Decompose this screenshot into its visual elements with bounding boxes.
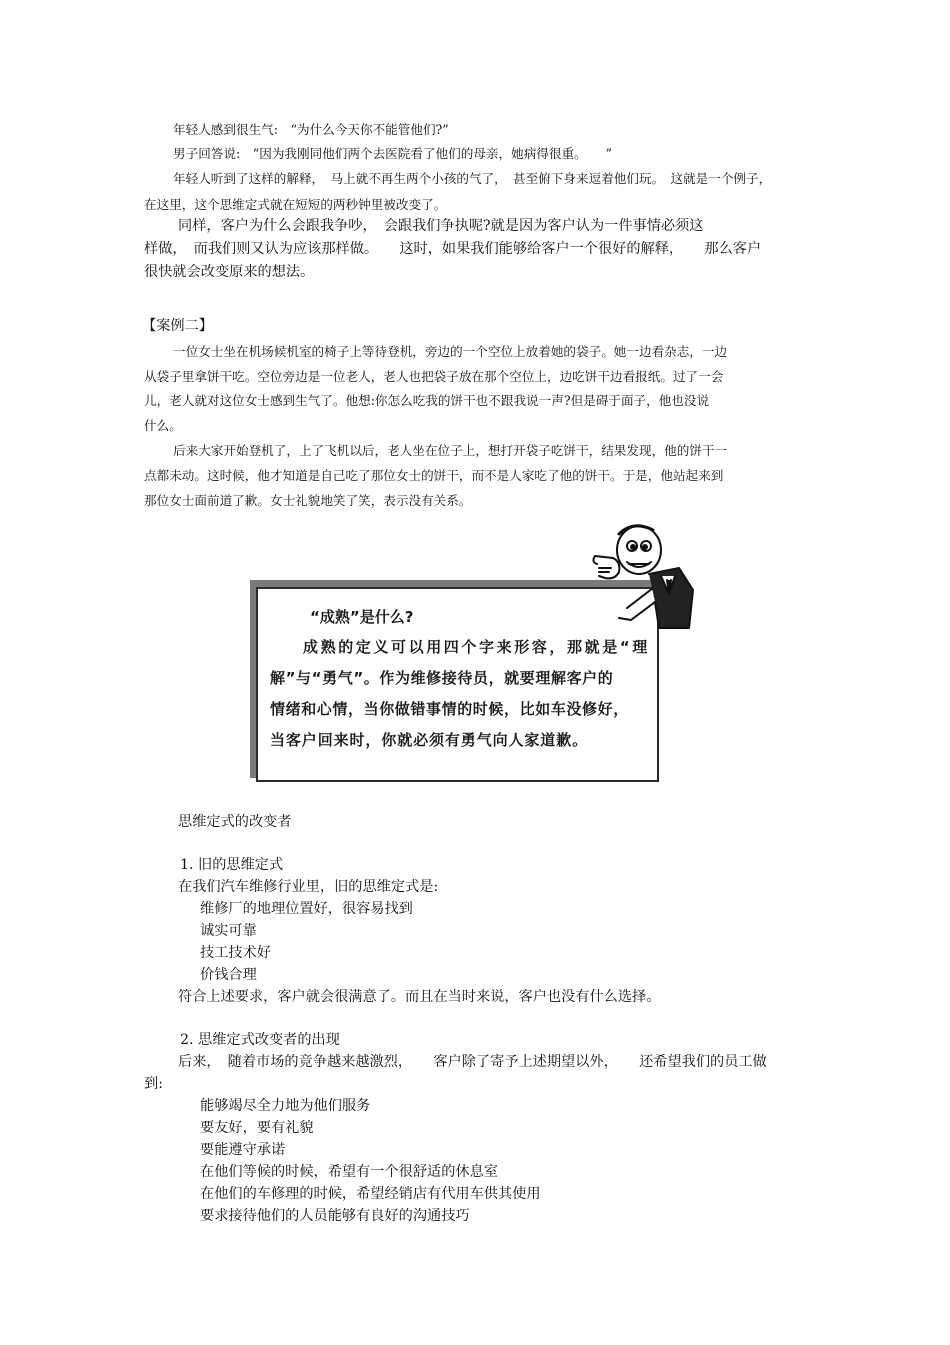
s2-item-1: 能够竭尽全力地为他们服务 <box>200 1098 371 1114</box>
case2-heading: 【案例二】 <box>142 318 213 334</box>
callout-title: “成熟”是什么? <box>310 608 414 626</box>
s2-item-5: 在他们的车修理的时候，希望经销店有代用车供其使用 <box>200 1186 541 1202</box>
callout-line-3: 情绪和心情，当你做错事情的时候，比如车没修好， <box>270 700 629 718</box>
same-para-line-3: 很快就会改变原来的想法。 <box>144 264 315 280</box>
case2-p1-line-1: 一位女士坐在机场候机室的椅子上等待登机，旁边的一个空位上放着她的袋子。她一边看杂志，一边 <box>173 344 728 359</box>
case2-p2-line-2: 点都未动。这时候，他才知道是自己吃了那位女士的饼干，而不是人家吃了他的饼干。于是，他站起来到 <box>144 468 724 483</box>
story-line-2: 男子回答说: “因为我刚同他们两个去医院看了他们的母亲，她病得很重。 ” <box>173 146 613 161</box>
s1-item-4: 价钱合理 <box>200 967 257 983</box>
s2-heading: 2. 思维定式改变者的出现 <box>180 1032 340 1048</box>
s1-heading: 1. 旧的思维定式 <box>180 857 284 873</box>
case2-p2-line-1: 后来大家开始登机了，上了飞机以后，老人坐在位子上，想打开袋子吃饼干，结果发现，他的饼干一 <box>173 443 728 458</box>
s1-item-1: 维修厂的地理位置好，很容易找到 <box>200 901 413 917</box>
s1-intro: 在我们汽车维修行业里，旧的思维定式是: <box>178 879 439 895</box>
s2-item-2: 要友好，要有礼貌 <box>200 1120 314 1136</box>
s1-item-2: 诚实可靠 <box>200 923 257 939</box>
s1-item-3: 技工技术好 <box>200 945 271 961</box>
case2-p1-line-4: 什么。 <box>144 418 182 433</box>
case2-p2-line-3: 那位女士面前道了歉。女士礼貌地笑了笑，表示没有关系。 <box>144 493 472 508</box>
section-title: 思维定式的改变者 <box>178 814 292 830</box>
same-para-line-1: 同样，客户为什么会跟我争吵， 会跟我们争执呢?就是因为客户认为一件事情必须这 <box>178 218 704 234</box>
callout-line-4: 当客户回来时，你就必须有勇气向人家道歉。 <box>270 731 589 749</box>
story-line-4: 在这里，这个思维定式就在短短的两秒钟里被改变了。 <box>144 197 447 212</box>
same-para-line-2: 样做， 而我们则又认为应该那样做。 这时，如果我们能够给客户一个很好的解释， 那么客户 <box>144 241 762 257</box>
callout-line-1: 成熟的定义可以用四个字来形容，那就是“理 <box>303 638 650 656</box>
s2-item-6: 要求接待他们的人员能够有良好的沟通技巧 <box>200 1208 470 1224</box>
pointing-man-illustration <box>587 518 703 630</box>
s2-intro-line-2: 到: <box>144 1076 163 1092</box>
case2-p1-line-2: 从袋子里拿饼干吃。空位旁边是一位老人，老人也把袋子放在那个空位上，边吃饼干边看报纸。过了一会 <box>144 369 724 384</box>
s2-intro-line-1: 后来， 随着市场的竞争越来越激烈， 客户除了寄予上述期望以外， 还希望我们的员工做 <box>178 1054 767 1070</box>
story-line-1: 年轻人感到很生气: “为什么今天你不能管他们?” <box>173 122 449 137</box>
s2-item-3: 要能遵守承诺 <box>200 1142 286 1158</box>
s1-outro: 符合上述要求，客户就会很满意了。而且在当时来说，客户也没有什么选择。 <box>178 989 661 1005</box>
callout-line-2: 解”与“勇气”。作为维修接待员，就要理解客户的 <box>270 669 614 687</box>
s2-item-4: 在他们等候的时候，希望有一个很舒适的休息室 <box>200 1164 498 1180</box>
story-line-3: 年轻人听到了这样的解释， 马上就不再生两个小孩的气了， 甚至俯下身来逗着他们玩。 这就是一个例子， <box>173 171 772 186</box>
case2-p1-line-3: 儿，老人就对这位女士感到生气了。他想:你怎么吃我的饼干也不跟我说一声?但是碍于面子，他也没说 <box>144 393 710 408</box>
